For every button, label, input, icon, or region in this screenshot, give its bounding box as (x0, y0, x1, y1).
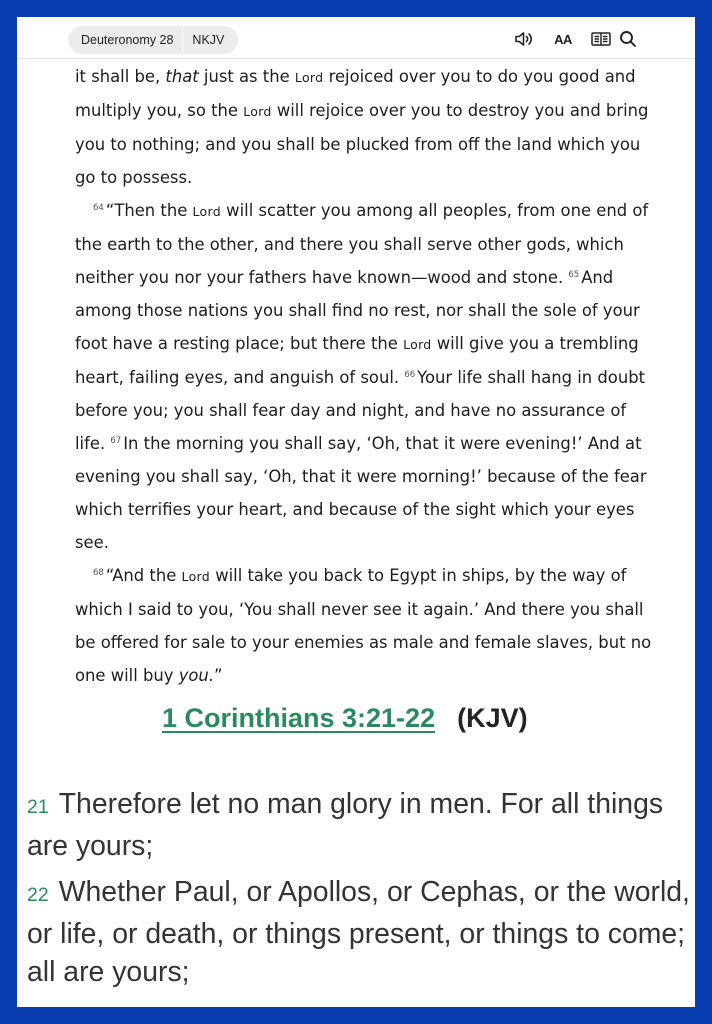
passage-text: And among those nations you shall find no rest, nor shall the sole of your foot have a resting place; but there the (75, 268, 640, 353)
verse-text: Whether Paul, or Apollos, or Cephas, or the world, or life, or death, or things present, or things to come; all are yours; (27, 876, 690, 988)
verse-number[interactable]: 66 (404, 369, 416, 380)
divine-name: Lord (192, 204, 221, 219)
version-label: (KJV) (457, 703, 528, 733)
passage-text: “Then the (105, 201, 193, 220)
divine-name: Lord (403, 337, 432, 352)
screenshot-frame (17, 17, 695, 1007)
verse-number[interactable]: 65 (568, 269, 580, 280)
divine-name: Lord (181, 569, 210, 584)
passage-text: In the morning you shall say, ‘Oh, that it were evening!’ And at evening you shall say, ‘Oh, that it were morning!’ because of the fear which terrifies your heart, and because of the sight which your eyes see. (75, 434, 647, 552)
bible-passage (75, 60, 655, 692)
audio-icon[interactable] (514, 29, 534, 49)
version-button[interactable]: NKJV (182, 26, 238, 54)
parallel-view-icon[interactable] (591, 29, 611, 49)
passage-selector (68, 26, 238, 54)
passage-text: Your life shall hang in doubt before you; you shall fear day and night, and have no assurance of life. (75, 368, 646, 453)
verse-number[interactable]: 64 (93, 202, 104, 213)
verse-number[interactable]: 68 (93, 567, 104, 578)
passage-paragraph (75, 60, 655, 194)
passage-text: will rejoice over you to destroy you and bring you to nothing; and you shall be plucked from off the land which you go to possess. (75, 101, 649, 187)
passage-text: will give you a trembling heart, failing eyes, and anguish of soul. (75, 334, 639, 387)
italic-text: you. (178, 666, 215, 685)
passage-text: will scatter you among all peoples, from one end of the earth to the other, and there you shall serve other gods, which neither you nor your fathers have known—wood and stone. (75, 201, 649, 287)
passage-text: ” (214, 666, 223, 685)
passage-text: rejoiced over you to do you good and multiply you, so the (75, 67, 636, 120)
passage-text: will take you back to Egypt in ships, by the way of which I said to you, ‘You shall never see it again.’ And there you shall be offered for sale to your enemies as male and female slaves, but no one will buy (75, 566, 652, 685)
text-size-icon[interactable]: AA (554, 31, 572, 47)
passage-paragraph (75, 559, 655, 692)
verse-number: 21 (27, 796, 49, 818)
divine-name: Lord (294, 70, 324, 85)
passage-text: “And the (105, 566, 182, 585)
book-chapter-button[interactable]: Deuteronomy 28 (81, 33, 174, 47)
reader-toolbar (17, 17, 695, 59)
verse-number[interactable]: 67 (110, 435, 122, 446)
search-icon[interactable] (618, 29, 638, 49)
kjv-verse (27, 785, 693, 865)
passage-text: it shall be, (75, 67, 166, 86)
verse-text: Therefore let no man glory in men. For all things are yours; (27, 788, 664, 862)
kjv-verse (27, 873, 693, 992)
italic-text: that (165, 67, 199, 86)
reference-link[interactable]: 1 Corinthians 3:21-22 (162, 703, 436, 733)
passage-paragraph (75, 194, 655, 559)
verse-number: 22 (27, 884, 49, 906)
divine-name: Lord (243, 104, 272, 119)
passage-text: just as the (198, 67, 295, 86)
kjv-reference-heading (162, 703, 682, 745)
toolbar-icons (514, 29, 638, 49)
